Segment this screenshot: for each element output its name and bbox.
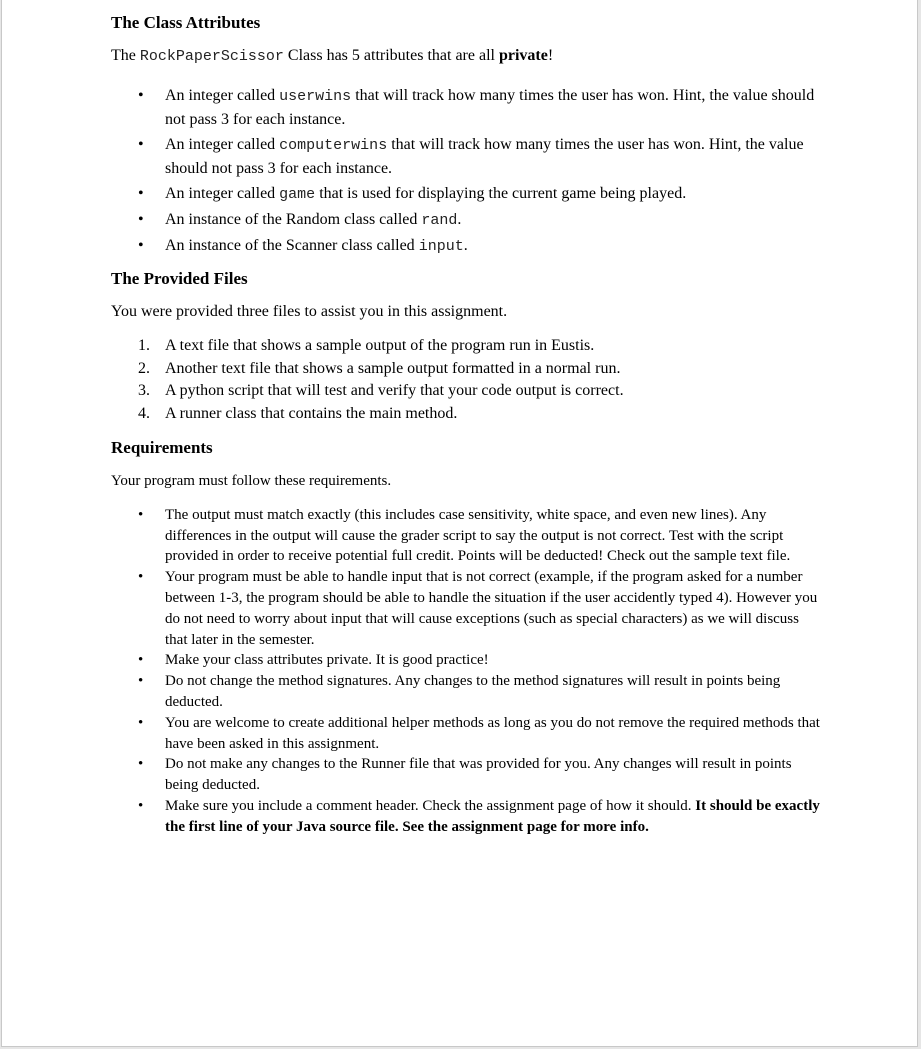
attribute-code: userwins	[279, 88, 352, 105]
files-list	[111, 335, 821, 426]
item-text: A runner class that contains the main method.	[165, 405, 458, 423]
item-text: that will track how many times the user has won. Hint, the value should not pass 3 for each instance.	[165, 136, 804, 177]
item-number: 2.	[138, 359, 150, 377]
attribute-code: computerwins	[279, 137, 388, 154]
attributes-intro-bold: private	[498, 47, 548, 64]
attribute-code: rand	[421, 212, 458, 229]
list-item	[111, 84, 821, 131]
list-item	[111, 671, 821, 713]
document-page	[1, 0, 918, 1047]
item-text: Make sure you include a comment header. Check the assignment page of how it should.	[165, 797, 696, 814]
item-text: .	[463, 237, 468, 254]
item-text: Make your class attributes private. It is good practice!	[165, 652, 489, 669]
list-item	[111, 380, 821, 403]
attributes-list	[111, 84, 821, 258]
list-item	[111, 133, 821, 180]
list-item	[111, 754, 821, 796]
attributes-intro-prefix: The	[111, 47, 140, 64]
item-text: An instance of the Scanner class called	[165, 237, 419, 254]
item-text: An integer called	[165, 136, 280, 153]
item-text: .	[457, 211, 462, 228]
item-number: 1.	[138, 337, 150, 354]
list-item	[111, 713, 821, 755]
list-item	[111, 358, 821, 381]
list-item	[111, 403, 821, 426]
item-text: The output must match exactly (this includes case sensitivity, white space, and even new lines). Any differences in the output will cause the grader script to say the output is not correct. Test with the script provided in order to receive potential full credit. Points will be deducted! Check out the sample text file.	[165, 506, 791, 565]
list-item	[111, 505, 821, 567]
item-text: A text file that shows a sample output of the program run in Eustis.	[165, 337, 595, 354]
item-text: that will track how many times the user has won. Hint, the value should not pass 3 for each instance.	[165, 87, 815, 128]
item-text: An integer called	[165, 185, 280, 202]
item-text: An integer called	[165, 87, 280, 104]
list-item	[111, 567, 821, 650]
item-text: You are welcome to create additional helper methods as long as you do not remove the required methods that have been asked in this assignment.	[165, 714, 820, 752]
item-text: A python script that will test and verify that your code output is correct.	[165, 382, 624, 400]
class-name-code: RockPaperScissor	[139, 48, 284, 65]
item-text: An instance of the Random class called	[165, 211, 422, 228]
item-text: that is used for displaying the current game being played.	[315, 185, 687, 202]
heading-requirements: Requirements	[111, 437, 213, 457]
attributes-intro-mid: Class has 5 attributes that are all	[283, 47, 499, 64]
files-intro: You were provided three files to assist you in this assignment.	[111, 303, 508, 320]
heading-class-attributes: The Class Attributes	[111, 13, 261, 32]
item-text: Do not make any changes to the Runner file that was provided for you. Any changes will result in points being deducted.	[165, 756, 792, 794]
attributes-intro	[111, 45, 821, 68]
heading-provided-files: The Provided Files	[111, 269, 248, 288]
list-item	[111, 650, 821, 671]
item-text: Your program must be able to handle input that is not correct (example, if the program asked for a number between 1-3, the program should be able to handle the situation if the user accidently typed 4). However you do not need to worry about input that will cause exceptions (such as special characters) as we will discuss that later in the semester.	[165, 569, 818, 648]
item-number: 3.	[138, 382, 150, 400]
list-item	[111, 335, 821, 358]
document-content	[111, 12, 821, 838]
list-item	[111, 182, 821, 206]
list-item	[111, 796, 821, 838]
list-item	[111, 208, 821, 232]
item-number: 4.	[138, 405, 150, 423]
item-text: Another text file that shows a sample output formatted in a normal run.	[165, 359, 621, 377]
attribute-code: game	[279, 186, 316, 203]
attributes-intro-suffix: !	[547, 47, 554, 64]
item-bold-text: It should be exactly the first line of your Java source file. See the assignment page for more info.	[165, 797, 820, 835]
item-text: Do not change the method signatures. Any changes to the method signatures will result in points being deducted.	[165, 673, 781, 710]
requirements-list	[111, 505, 821, 838]
attribute-code: input	[418, 238, 464, 255]
list-item	[111, 234, 821, 258]
requirements-intro: Your program must follow these requirements.	[111, 472, 392, 489]
